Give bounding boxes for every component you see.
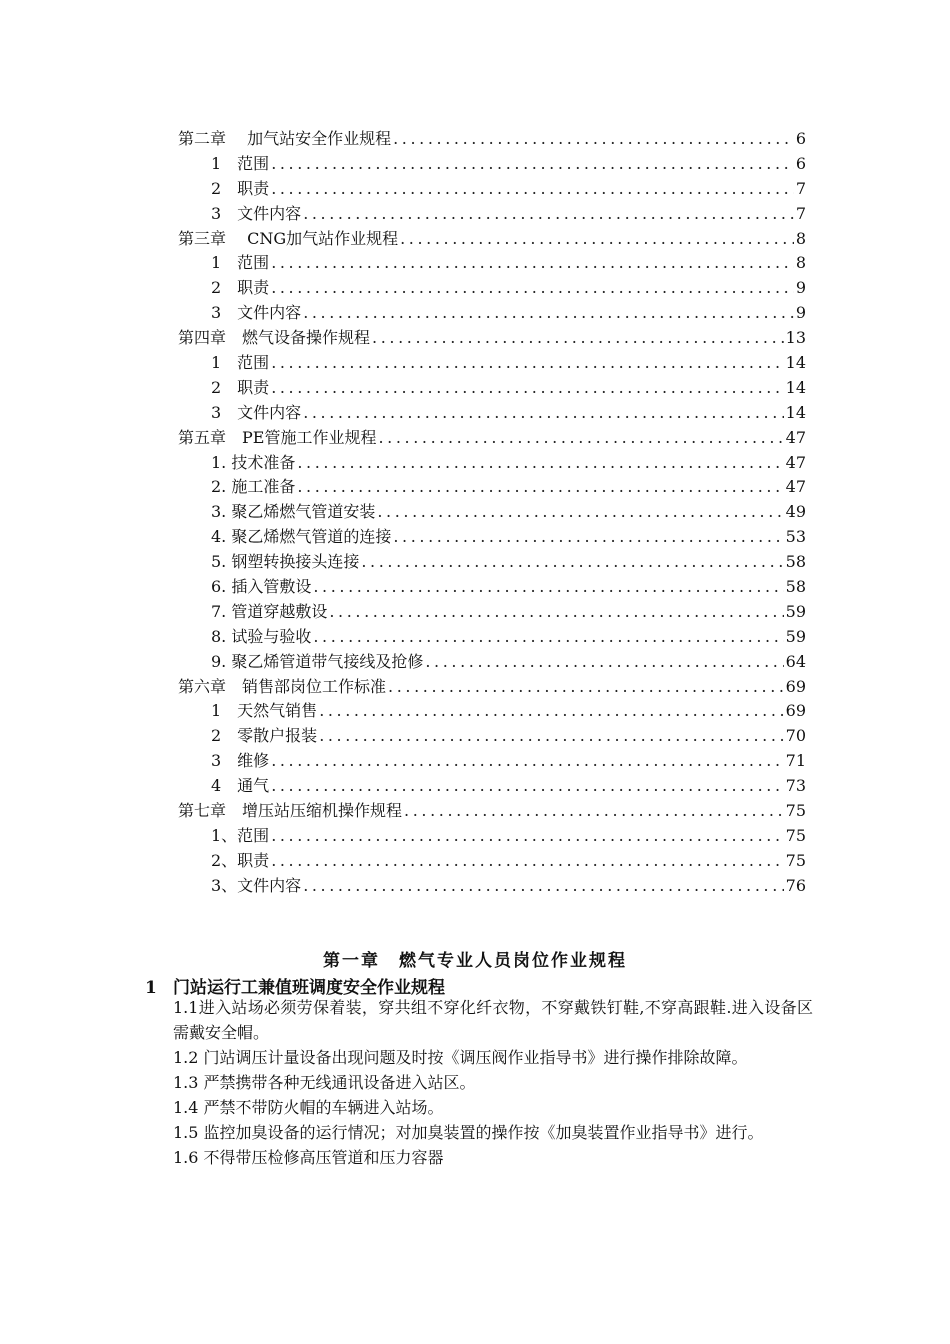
toc-page-number: 7 [795,178,806,198]
toc-page-number: 14 [785,402,806,422]
toc-page-number: 8 [795,253,806,273]
toc-dot-leader [271,251,794,276]
chapter-title: 第一章 燃气专业人员岗位作业规程 [323,951,627,971]
toc-page-number: 13 [785,328,806,348]
table-of-contents [178,127,806,899]
toc-section-entry[interactable] [178,251,806,276]
toc-section-entry[interactable] [178,550,806,575]
toc-page-number: 73 [785,776,806,796]
toc-chapter-entry[interactable] [178,799,806,824]
toc-section-entry[interactable] [178,600,806,625]
toc-entry-label: 第七章 增压站压缩机操作规程 [178,801,403,821]
toc-entry-label: 9. 聚乙烯管道带气接线及抢修 [211,651,424,671]
toc-page-number: 6 [795,153,806,173]
toc-section-entry[interactable] [178,525,806,550]
toc-section-entry[interactable] [178,849,806,874]
toc-dot-leader [297,451,783,476]
toc-dot-leader [303,202,794,227]
paragraph: 1.6 不得带压检修高压管道和压力容器 [173,1148,444,1167]
toc-entry-label: 3 文件内容 [211,203,302,223]
toc-entry-label: 2 职责 [211,178,270,198]
toc-section-entry[interactable] [178,451,806,476]
toc-dot-leader [303,301,794,326]
paragraph: 1.3 严禁携带各种无线通讯设备进入站区。 [173,1073,476,1092]
toc-page-number: 75 [785,801,806,821]
toc-page-number: 9 [795,278,806,298]
toc-entry-label: 1 范围 [211,253,270,273]
toc-page-number: 7 [795,203,806,223]
toc-section-entry[interactable] [178,152,806,177]
toc-chapter-entry[interactable] [178,127,806,152]
toc-page-number: 6 [795,129,806,148]
toc-page-number: 59 [785,626,806,646]
toc-dot-leader [271,749,783,774]
toc-entry-label: 1、范围 [211,825,270,845]
toc-page-number: 49 [785,502,806,522]
toc-page-number: 47 [785,427,806,447]
toc-page-number: 71 [785,751,806,771]
toc-entry-label: 3 文件内容 [211,303,302,323]
paragraph: 1.4 严禁不带防火帽的车辆进入站场。 [173,1098,444,1117]
toc-section-entry[interactable] [178,202,806,227]
toc-dot-leader [361,550,783,575]
toc-dot-leader [404,799,784,824]
toc-dot-leader [378,426,783,451]
toc-entry-label: 4 通气 [211,776,270,796]
toc-entry-label: 1 天然气销售 [211,701,318,721]
toc-chapter-entry[interactable] [178,426,806,451]
toc-entry-label: 3、文件内容 [211,875,302,895]
paragraph: 1.1进入站场必须劳保着装，穿共组不穿化纤衣物，不穿戴铁钉鞋,不穿高跟鞋.进入设备区需戴安全帽。 [173,998,813,1042]
toc-entry-label: 1. 技术准备 [211,452,296,472]
toc-page-number: 69 [785,701,806,721]
toc-dot-leader [271,774,783,799]
toc-dot-leader [393,525,783,550]
toc-section-entry[interactable] [178,276,806,301]
toc-entry-label: 7. 管道穿越敷设 [211,601,328,621]
toc-page-number: 58 [785,552,806,572]
toc-dot-leader [271,376,783,401]
toc-entry-label: 3 文件内容 [211,402,302,422]
toc-entry-label: 6. 插入管敷设 [211,577,312,597]
toc-dot-leader [425,650,783,675]
toc-dot-leader [319,724,783,749]
toc-page-number: 75 [785,850,806,870]
toc-page-number: 69 [785,676,806,696]
toc-section-entry[interactable] [178,301,806,326]
toc-page-number: 53 [785,527,806,547]
toc-entry-label: 1 范围 [211,353,270,373]
section-body [173,995,813,1170]
toc-section-entry[interactable] [178,575,806,600]
toc-entry-label: 2 零散户报装 [211,726,318,746]
toc-dot-leader [372,326,784,351]
toc-page-number: 59 [785,601,806,621]
toc-dot-leader [388,675,784,700]
toc-dot-leader [297,475,783,500]
toc-entry-label: 第二章 加气站安全作业规程 [178,129,392,148]
toc-section-entry[interactable] [178,874,806,899]
toc-entry-label: 1 范围 [211,153,270,173]
toc-dot-leader [271,351,783,376]
toc-section-entry[interactable] [178,774,806,799]
toc-section-entry[interactable] [178,500,806,525]
toc-chapter-entry[interactable] [178,326,806,351]
toc-page-number: 64 [785,651,806,671]
toc-dot-leader [271,177,794,202]
toc-section-entry[interactable] [178,351,806,376]
toc-dot-leader [271,152,794,177]
toc-dot-leader [303,874,783,899]
toc-entry-label: 3 维修 [211,751,270,771]
toc-page-number: 58 [785,577,806,597]
toc-dot-leader [271,824,783,849]
toc-dot-leader [393,127,794,152]
toc-page-number: 8 [795,228,806,248]
toc-dot-leader [319,699,783,724]
toc-page-number: 76 [785,875,806,895]
toc-entry-label: 2 职责 [211,377,270,397]
toc-entry-label: 2、职责 [211,850,270,870]
toc-section-entry[interactable] [178,724,806,749]
toc-page-number: 14 [785,377,806,397]
toc-entry-label: 第三章 CNG加气站作业规程 [178,228,399,248]
toc-section-entry[interactable] [178,824,806,849]
toc-section-entry[interactable] [178,625,806,650]
toc-section-entry[interactable] [178,749,806,774]
toc-page-number: 70 [785,726,806,746]
toc-section-entry[interactable] [178,376,806,401]
toc-chapter-entry[interactable] [178,675,806,700]
toc-dot-leader [400,227,794,252]
section-number: 1 [145,978,157,998]
section-title: 门站运行工兼值班调度安全作业规程 [173,978,445,998]
toc-section-entry[interactable] [178,699,806,724]
toc-section-entry[interactable] [178,650,806,675]
toc-entry-label: 2. 施工准备 [211,477,296,497]
toc-dot-leader [313,575,783,600]
paragraph: 1.2 门站调压计量设备出现问题及时按《调压阀作业指导书》进行操作排除故障。 [173,1048,748,1067]
paragraph: 1.5 监控加臭设备的运行情况；对加臭装置的操作按《加臭装置作业指导书》进行。 [173,1123,764,1142]
toc-section-entry[interactable] [178,177,806,202]
toc-entry-label: 第五章 PE管施工作业规程 [178,427,377,447]
toc-dot-leader [271,849,783,874]
toc-entry-label: 2 职责 [211,278,270,298]
toc-page-number: 47 [785,452,806,472]
toc-section-entry[interactable] [178,401,806,426]
toc-entry-label: 3. 聚乙烯燃气管道安装 [211,502,376,522]
toc-dot-leader [377,500,783,525]
toc-dot-leader [329,600,783,625]
toc-section-entry[interactable] [178,475,806,500]
toc-dot-leader [313,625,783,650]
toc-entry-label: 4. 聚乙烯燃气管道的连接 [211,527,392,547]
toc-entry-label: 第四章 燃气设备操作规程 [178,328,371,348]
toc-dot-leader [271,276,794,301]
toc-entry-label: 第六章 销售部岗位工作标准 [178,676,387,696]
toc-page-number: 47 [785,477,806,497]
toc-dot-leader [303,401,783,426]
toc-page-number: 75 [785,825,806,845]
toc-page-number: 9 [795,303,806,323]
toc-page-number: 14 [785,353,806,373]
toc-entry-label: 8. 试验与验收 [211,626,312,646]
toc-entry-label: 5. 钢塑转换接头连接 [211,552,360,572]
toc-chapter-entry[interactable] [178,227,806,252]
